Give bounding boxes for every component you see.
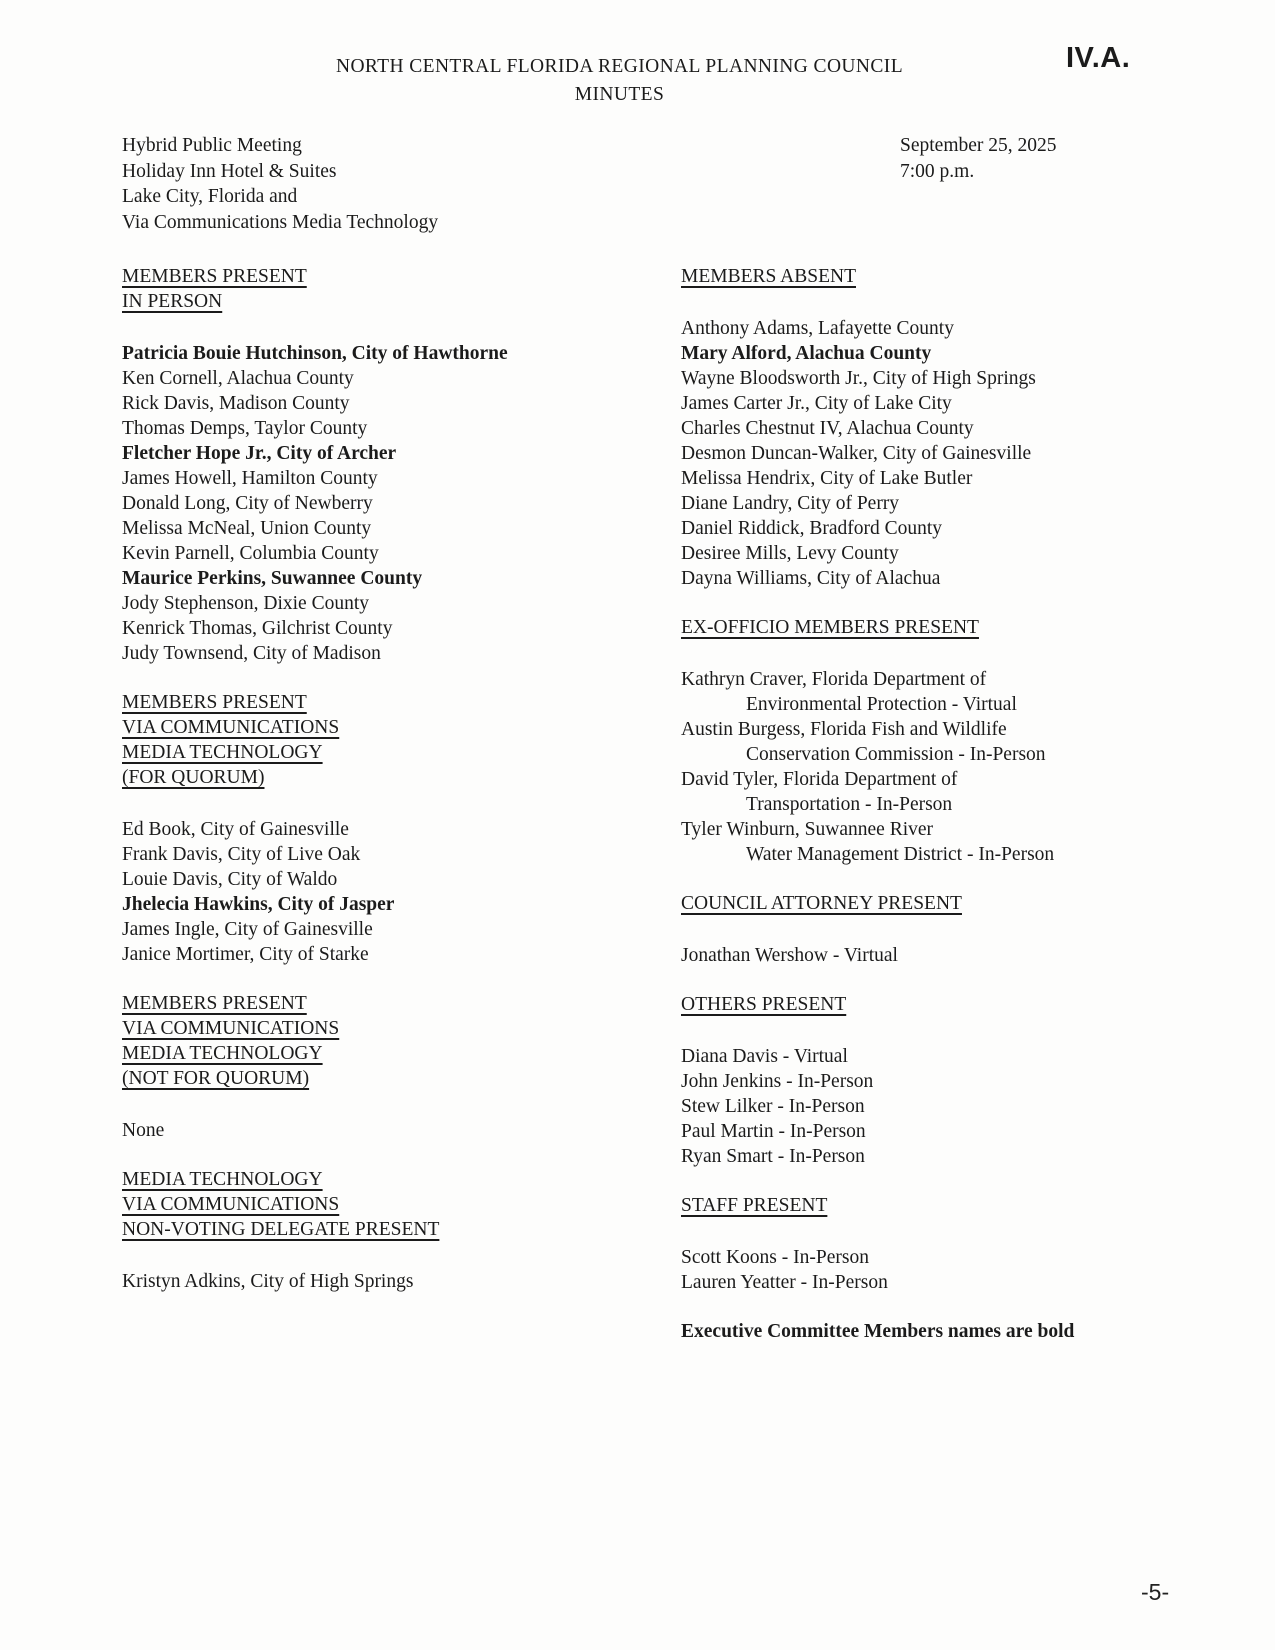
section-heading-line: (NOT FOR QUORUM) <box>122 1068 310 1089</box>
meeting-type-line: Hybrid Public Meeting <box>122 135 302 156</box>
meeting-media-line: Via Communications Media Technology <box>122 211 439 233</box>
section-items <box>122 1118 670 1143</box>
meeting-time: 7:00 p.m. <box>900 160 975 182</box>
attendee-line: James Carter Jr., City of Lake City <box>681 393 952 414</box>
attendee-line: Desiree Mills, Levy County <box>681 543 899 564</box>
meeting-datetime-block <box>900 133 1057 184</box>
attendee-line: Environmental Protection - Virtual <box>746 694 1017 715</box>
attendee-line-bold: Mary Alford, Alachua County <box>681 343 932 364</box>
attendee-line: Janice Mortimer, City of Starke <box>122 944 369 965</box>
attendee-line: Rick Davis, Madison County <box>122 393 350 414</box>
attendee-line: Kevin Parnell, Columbia County <box>122 543 379 564</box>
attendee-line-bold: Maurice Perkins, Suwannee County <box>122 568 423 589</box>
attendee-line: Donald Long, City of Newberry <box>122 493 373 514</box>
attendee-line: Charles Chestnut IV, Alachua County <box>681 418 974 439</box>
section-heading-line: COUNCIL ATTORNEY PRESENT <box>681 893 962 914</box>
document-title-line2: MINUTES <box>574 84 665 105</box>
attendance-section <box>122 991 670 1143</box>
attendee-line: James Howell, Hamilton County <box>122 468 378 489</box>
attendee-line: Daniel Riddick, Bradford County <box>681 518 943 539</box>
section-items <box>681 1044 1261 1169</box>
attendee-line: David Tyler, Florida Department of <box>681 769 958 790</box>
meeting-date: September 25, 2025 <box>900 135 1057 156</box>
attendee-line: Judy Townsend, City of Madison <box>122 643 381 664</box>
meeting-venue-line: Holiday Inn Hotel & Suites <box>122 160 337 182</box>
section-heading-line: NON-VOTING DELEGATE PRESENT <box>122 1219 440 1240</box>
attendance-section <box>122 1167 670 1294</box>
attendee-line: Jody Stephenson, Dixie County <box>122 593 369 614</box>
attendee-line: Wayne Bloodsworth Jr., City of High Springs <box>681 368 1036 389</box>
attendee-line: Ryan Smart - In-Person <box>681 1146 865 1167</box>
section-heading-line: MEMBERS PRESENT <box>122 266 307 287</box>
attendee-line-bold: Executive Committee Members names are bold <box>681 1321 1075 1342</box>
attendee-line: Jonathan Wershow - Virtual <box>681 945 898 966</box>
attendance-section <box>681 615 1261 867</box>
section-heading-line: OTHERS PRESENT <box>681 994 847 1015</box>
attendee-line: None <box>122 1120 165 1141</box>
section-heading-line: MEDIA TECHNOLOGY <box>122 1043 323 1064</box>
section-heading-line: (FOR QUORUM) <box>122 767 265 788</box>
attendee-line-bold: Patricia Bouie Hutchinson, City of Hawthorne <box>122 343 508 364</box>
section-items <box>122 1269 670 1294</box>
attendee-line: John Jenkins - In-Person <box>681 1071 874 1092</box>
section-heading-line: MEDIA TECHNOLOGY <box>122 742 323 763</box>
section-heading-line: MEMBERS PRESENT <box>122 993 307 1014</box>
attendee-line: Stew Lilker - In-Person <box>681 1096 865 1117</box>
document-title <box>122 53 1117 109</box>
section-heading-line: MEMBERS PRESENT <box>122 692 307 713</box>
attendee-line: Kristyn Adkins, City of High Springs <box>122 1271 414 1292</box>
section-items <box>681 667 1261 867</box>
attendee-line: Kathryn Craver, Florida Department of <box>681 669 987 690</box>
agenda-item-label: IV.A. <box>1066 42 1131 74</box>
attendee-line: Diana Davis - Virtual <box>681 1046 848 1067</box>
attendee-line: Ken Cornell, Alachua County <box>122 368 354 389</box>
attendee-line: Frank Davis, City of Live Oak <box>122 844 361 865</box>
attendee-line: Tyler Winburn, Suwannee River <box>681 819 934 840</box>
section-heading-line: STAFF PRESENT <box>681 1195 828 1216</box>
section-heading-line: MEDIA TECHNOLOGY <box>122 1169 323 1190</box>
attendee-line: Paul Martin - In-Person <box>681 1121 866 1142</box>
meeting-location-block <box>122 133 438 235</box>
attendee-line: Austin Burgess, Florida Fish and Wildlife <box>681 719 1007 740</box>
section-items <box>681 316 1261 591</box>
section-heading-line: VIA COMMUNICATIONS <box>122 1018 340 1039</box>
attendee-line: Dayna Williams, City of Alachua <box>681 568 941 589</box>
section-heading-line: IN PERSON <box>122 291 223 312</box>
attendee-line: Water Management District - In-Person <box>746 844 1055 865</box>
section-items <box>122 341 670 666</box>
document-title-line1: NORTH CENTRAL FLORIDA REGIONAL PLANNING COUNCIL <box>335 56 904 77</box>
section-heading-line: MEMBERS ABSENT <box>681 266 856 287</box>
attendance-section <box>681 992 1261 1169</box>
attendance-section <box>681 1193 1261 1295</box>
section-heading-line: VIA COMMUNICATIONS <box>122 717 340 738</box>
section-items <box>122 817 670 967</box>
attendee-line-bold: Jhelecia Hawkins, City of Jasper <box>122 894 395 915</box>
meeting-city-line: Lake City, Florida and <box>122 186 298 207</box>
attendance-section <box>122 690 670 967</box>
attendee-line: Transportation - In-Person <box>746 794 953 815</box>
section-heading-line: EX-OFFICIO MEMBERS PRESENT <box>681 617 979 638</box>
attendee-line: Conservation Commission - In-Person <box>746 744 1046 765</box>
left-column <box>122 264 670 1294</box>
page-number: -5- <box>1141 1579 1170 1605</box>
attendee-line: Melissa Hendrix, City of Lake Butler <box>681 468 973 489</box>
attendee-line: Anthony Adams, Lafayette County <box>681 318 954 339</box>
attendance-section <box>122 264 670 666</box>
attendee-line: Diane Landry, City of Perry <box>681 493 900 514</box>
attendee-line: Desmon Duncan-Walker, City of Gainesville <box>681 443 1032 464</box>
attendee-line-bold: Fletcher Hope Jr., City of Archer <box>122 443 397 464</box>
section-heading-line: VIA COMMUNICATIONS <box>122 1194 340 1215</box>
attendee-line: Kenrick Thomas, Gilchrist County <box>122 618 393 639</box>
attendee-line: Scott Koons - In-Person <box>681 1247 869 1268</box>
attendee-line: Melissa McNeal, Union County <box>122 518 372 539</box>
attendee-line: Louie Davis, City of Waldo <box>122 869 338 890</box>
right-column <box>681 264 1261 1344</box>
attendee-line: Ed Book, City of Gainesville <box>122 819 349 840</box>
attendee-line: James Ingle, City of Gainesville <box>122 919 373 940</box>
attendance-section <box>681 264 1261 591</box>
section-items <box>681 1245 1261 1295</box>
section-items <box>681 943 1261 968</box>
attendee-line: Thomas Demps, Taylor County <box>122 418 368 439</box>
section-items <box>681 1319 1261 1344</box>
attendance-section <box>681 891 1261 968</box>
attendee-line: Lauren Yeatter - In-Person <box>681 1272 888 1293</box>
attendance-section <box>681 1319 1261 1344</box>
